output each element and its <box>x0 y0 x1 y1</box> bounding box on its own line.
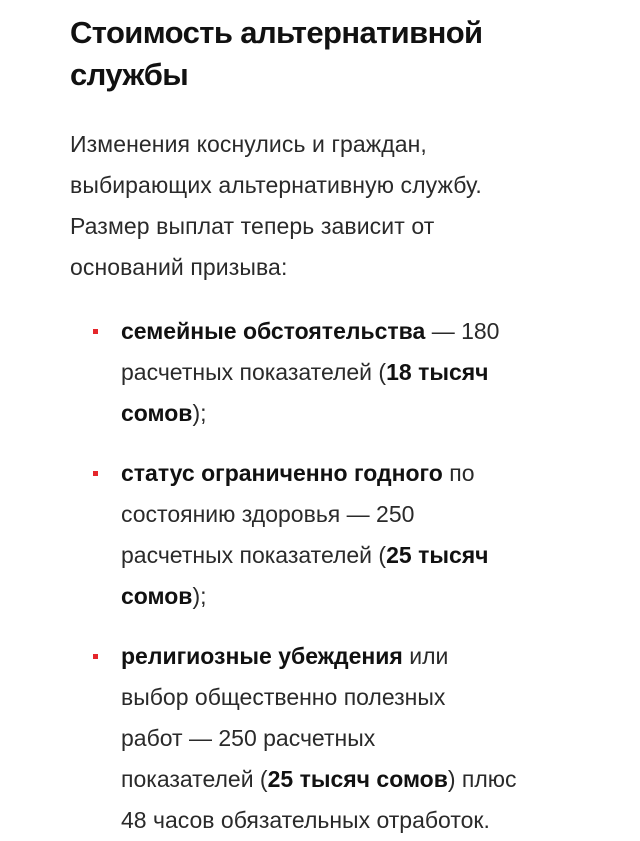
item-bold-text: 25 тысяч сомов <box>267 766 448 792</box>
item-text: расчетных показателей ( <box>121 542 387 568</box>
intro-line: выбирающих альтернативную службу. <box>70 172 482 198</box>
item-text: 48 часов обязательных отработок. <box>121 807 490 833</box>
intro-line: Размер выплат теперь зависит от <box>70 213 435 239</box>
section-title <box>70 12 590 96</box>
item-bold-text: сомов <box>121 400 193 426</box>
item-text: или <box>402 643 449 669</box>
intro-line: Изменения коснулись и граждан, <box>70 131 427 157</box>
item-text: состоянию здоровья — 250 <box>121 501 415 527</box>
intro-paragraph <box>70 124 590 288</box>
bullet-square-icon <box>93 654 98 659</box>
conditions-list <box>70 311 590 841</box>
title-line: службы <box>70 57 189 92</box>
item-text: по <box>442 460 475 486</box>
item-bold-text: 25 тысяч <box>386 542 489 568</box>
item-text: работ — 250 расчетных <box>121 725 376 751</box>
item-bold-text: религиозные убеждения <box>121 643 403 669</box>
item-bold-text: 18 тысяч <box>386 359 489 385</box>
intro-line: оснований призыва: <box>70 254 288 280</box>
item-text: ); <box>192 400 207 426</box>
bullet-square-icon <box>93 471 98 476</box>
list-item-family <box>70 311 590 434</box>
item-bold-text: сомов <box>121 583 193 609</box>
item-bold-text: статус ограниченно годного <box>121 460 443 486</box>
item-text: ); <box>192 583 207 609</box>
list-item-religious <box>70 636 590 841</box>
list-item-health <box>70 453 590 617</box>
item-text: показателей ( <box>121 766 268 792</box>
item-bold-text: семейные обстоятельства <box>121 318 426 344</box>
bullet-square-icon <box>93 329 98 334</box>
item-text: выбор общественно полезных <box>121 684 446 710</box>
item-text: — 180 <box>425 318 500 344</box>
item-text: ) плюс <box>447 766 517 792</box>
title-line: Стоимость альтернативной <box>70 15 483 50</box>
item-text: расчетных показателей ( <box>121 359 387 385</box>
